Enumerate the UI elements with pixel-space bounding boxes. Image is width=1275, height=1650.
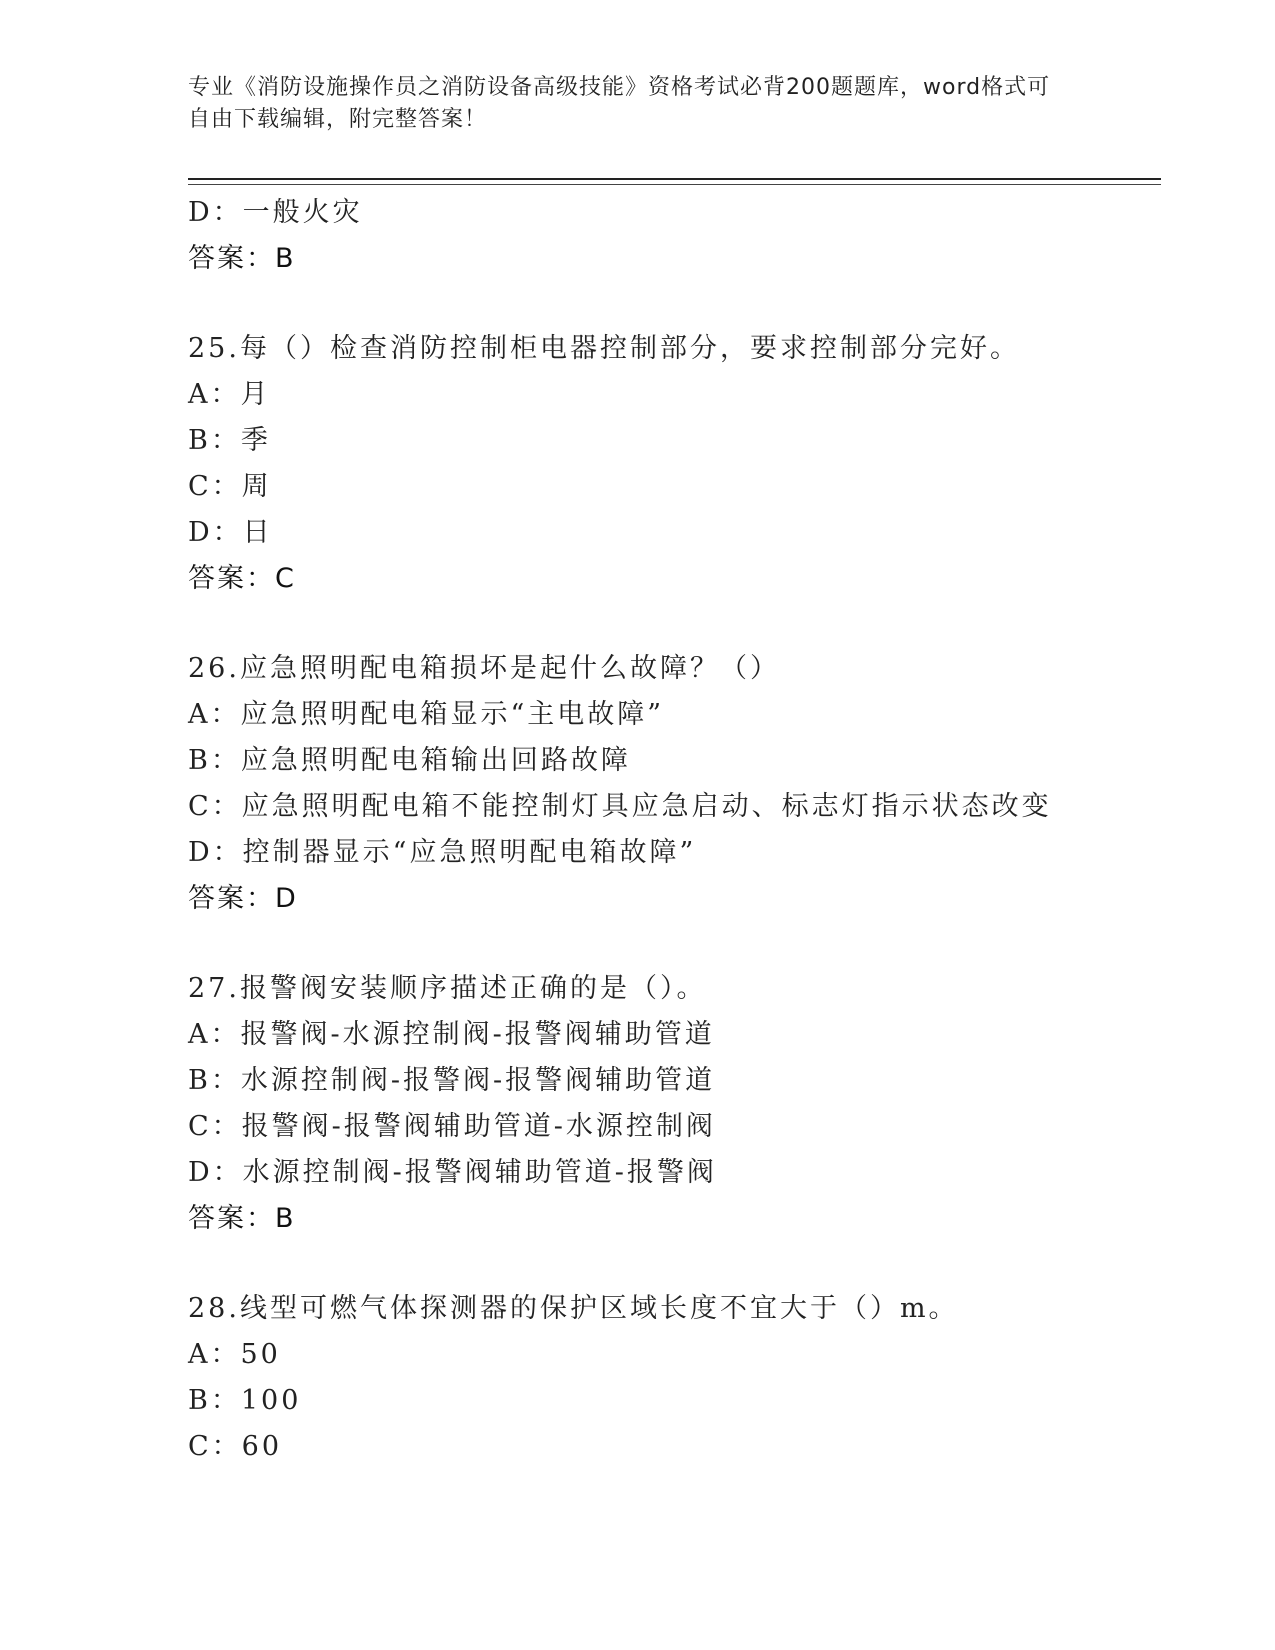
question-list [188,190,1168,1470]
option-a: A：报警阀-水源控制阀-报警阀辅助管道 [188,1019,715,1050]
answer-line: 答案：B [188,1203,296,1234]
question-stem: 26.应急照明配电箱损坏是起什么故障？（） [188,653,780,684]
question-27 [188,966,1168,1242]
option-a: A：月 [188,379,271,410]
question-stem: 28.线型可燃气体探测器的保护区域长度不宜大于（）m。 [188,1293,959,1324]
option-c: C：报警阀-报警阀辅助管道-水源控制阀 [188,1111,716,1142]
answer-line: 答案：B [188,243,296,274]
spacer [188,1242,1168,1286]
option-b: B：100 [188,1385,302,1416]
spacer [188,282,1168,326]
option-c: C：60 [188,1431,283,1462]
option-a: A：50 [188,1339,281,1370]
spacer [188,602,1168,646]
option-b: B：季 [188,425,271,456]
option-b: B：水源控制阀-报警阀-报警阀辅助管道 [188,1065,716,1096]
question-28 [188,1286,1168,1470]
question-26 [188,646,1168,922]
option-c: C：应急照明配电箱不能控制灯具应急启动、标志灯指示状态改变 [188,791,1052,822]
answer-line: 答案：D [188,883,298,914]
option-a: A：应急照明配电箱显示“主电故障” [188,699,665,730]
question-25 [188,326,1168,602]
question-stem: 27.报警阀安装顺序描述正确的是（）。 [188,973,707,1004]
option-c: C：周 [188,471,272,502]
header-divider-thick [188,178,1161,180]
option-d: D：日 [188,517,273,548]
option-b: B：应急照明配电箱输出回路故障 [188,745,631,776]
option-d: D：一般火灾 [188,197,363,228]
document-header [188,72,1068,136]
header-divider-thin [188,184,1161,185]
spacer [188,922,1168,966]
question-stem: 25.每（）检查消防控制柜电器控制部分，要求控制部分完好。 [188,333,1020,364]
answer-line: 答案：C [188,563,296,594]
previous-question-tail [188,190,1168,282]
header-text: 专业《消防设施操作员之消防设备高级技能》资格考试必背200题题库，word格式可自由下载编辑，附完整答案！ [188,75,1051,132]
option-d: D：控制器显示“应急照明配电箱故障” [188,837,697,868]
option-d: D：水源控制阀-报警阀辅助管道-报警阀 [188,1157,717,1188]
